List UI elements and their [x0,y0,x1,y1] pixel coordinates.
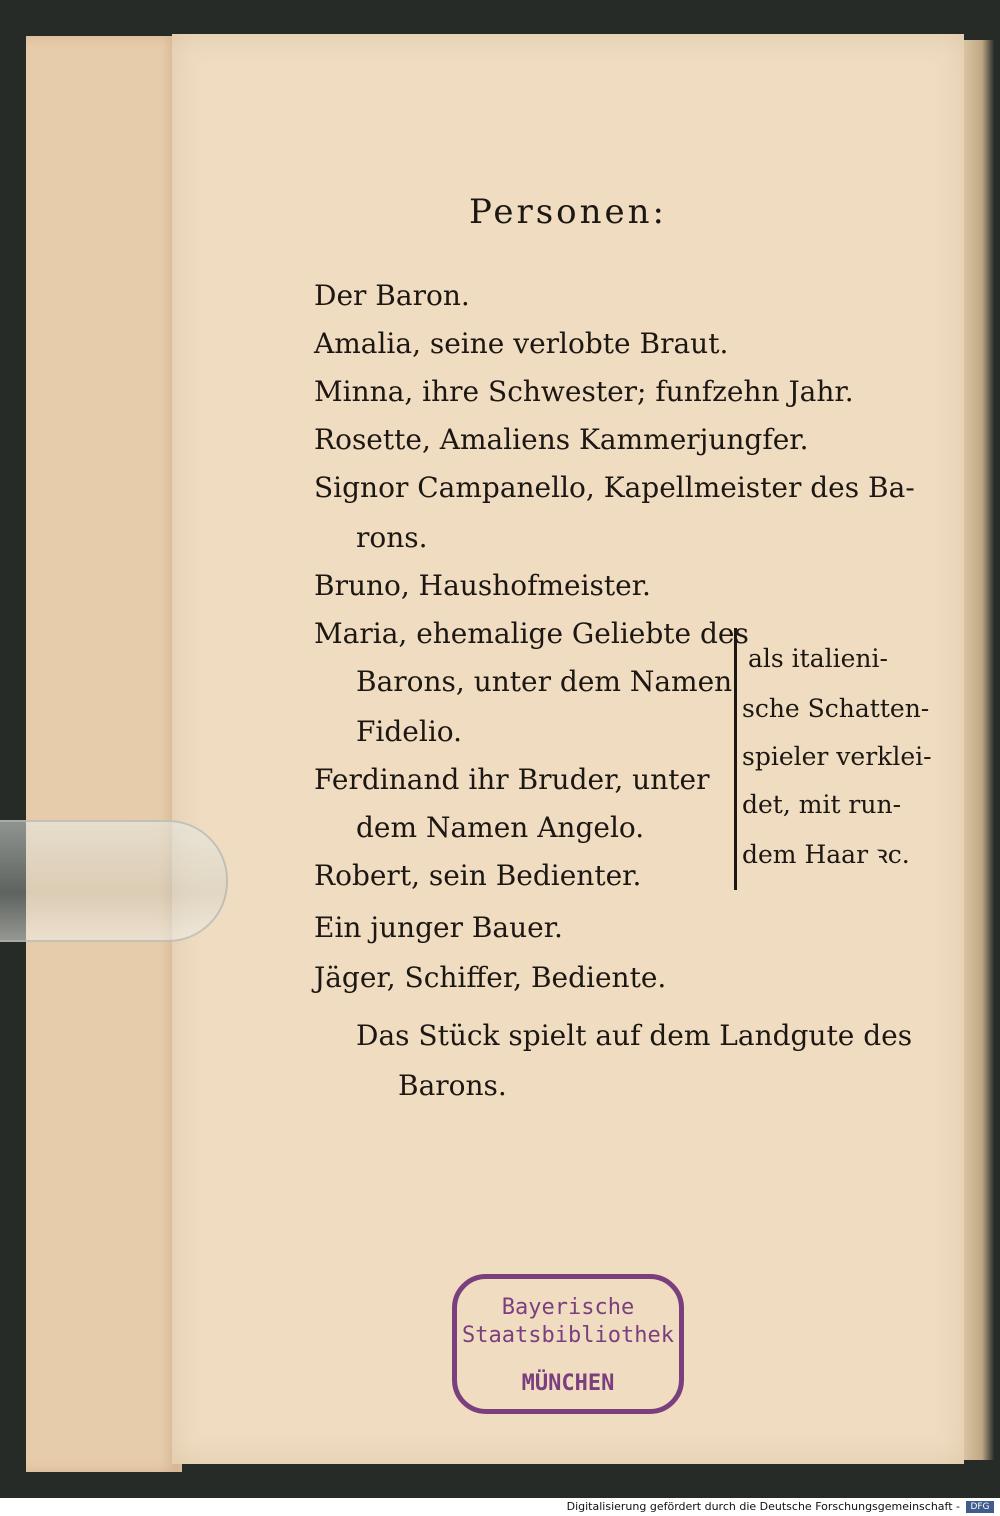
person-line: Barons, unter dem Namen [356,665,733,698]
setting-line: Barons. [398,1069,507,1102]
side-note-line: dem Haar ꝛc. [742,840,910,869]
side-note-line: sche Schatten- [742,694,930,723]
side-note-line: det, mit run- [742,790,902,819]
person-line: rons. [356,521,428,554]
footer-bar [0,1498,1000,1516]
person-line: Ferdinand ihr Bruder, unter [314,763,710,796]
page-clip [0,820,228,942]
person-line: Rosette, Amaliens Kammerjungfer. [314,423,809,456]
person-line: Bruno, Haushofmeister. [314,569,651,602]
dfg-logo-icon: DFG [966,1501,994,1513]
page-edge [964,40,994,1460]
stamp-line: Bayerische [501,1295,635,1320]
grouping-brace [729,628,737,890]
library-stamp [452,1274,684,1414]
person-line: Amalia, seine verlobte Braut. [314,327,729,360]
person-line: dem Namen Angelo. [356,811,645,844]
side-note-line: spieler verklei- [742,742,932,771]
person-line: Fidelio. [356,715,463,748]
stamp-line: MÜNCHEN [521,1371,615,1396]
side-note-line: als italieni- [748,644,888,673]
footer-credit: Digitalisierung gefördert durch die Deutsche Forschungsgemeinschaft - [566,1500,960,1513]
person-line: Maria, ehemalige Geliebte des [314,617,749,650]
person-line: Robert, sein Bedienter. [314,859,642,892]
person-line: Signor Campanello, Kapellmeister des Ba- [314,471,915,504]
setting-line: Das Stück spielt auf dem Landgute des [356,1019,913,1052]
stamp-line: Staatsbibliothek [462,1323,674,1348]
person-line: Minna, ihre Schwester; funfzehn Jahr. [314,375,854,408]
person-line: Der Baron. [314,279,470,312]
book-cover-edge [26,36,182,1472]
page-title: Personen: [468,192,667,232]
person-line: Ein junger Bauer. [314,911,563,944]
person-line: Jäger, Schiffer, Bediente. [314,961,667,994]
